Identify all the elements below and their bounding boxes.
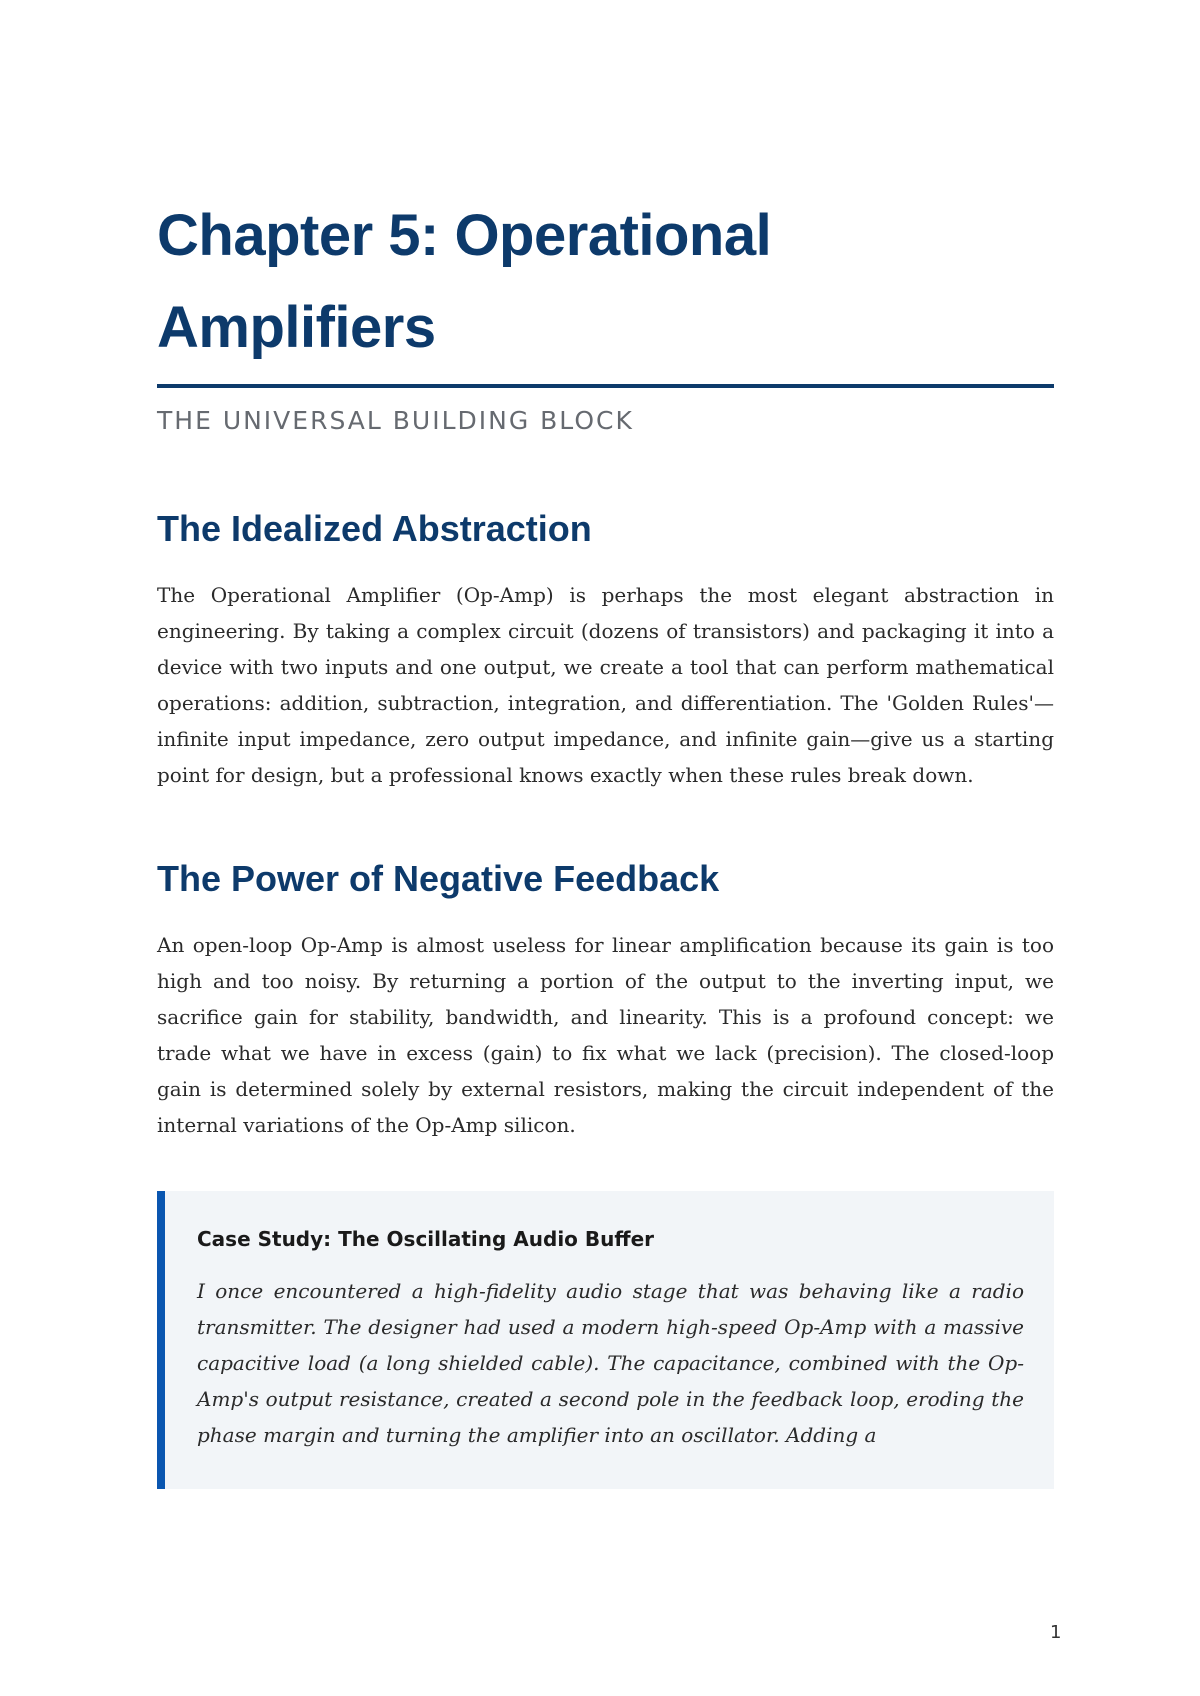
chapter-title: Chapter 5: Operational Amplifiers — [157, 203, 772, 360]
chapter-subtitle: THE UNIVERSAL BUILDING BLOCK — [157, 406, 634, 435]
section-heading-idealized-abstraction: The Idealized Abstraction — [157, 508, 592, 549]
section-heading-negative-feedback: The Power of Negative Feedback — [157, 858, 720, 899]
section-body-idealized-abstraction: The Operational Amplifier (Op-Amp) is perhaps the most elegant abstraction in engineering. By taking a complex circuit (dozens of transistors) and packaging it into a device with two inputs and one output, we create a tool that can perform mathematical operations: addition, subtraction, integration, and differentiation. The 'Golden Rules'—infinite input impedance, zero output impedance, and infinite gain—give us a starting point for design, but a professional knows exactly when these rules break down. — [157, 583, 1054, 787]
case-study-title: Case Study: The Oscillating Audio Buffer — [197, 1227, 654, 1251]
case-study-callout — [157, 1191, 1054, 1489]
section-body-negative-feedback: An open-loop Op-Amp is almost useless for linear amplification because its gain is too high and too noisy. By returning a portion of the output to the inverting input, we sacrifice gain for stability, bandwidth, and linearity. This is a profound concept: we trade what we have in excess (gain) to fix what we lack (precision). The closed-loop gain is determined solely by external resistors, making the circuit independent of the internal variations of the Op-Amp silicon. — [157, 933, 1054, 1137]
document-page — [157, 190, 1054, 1489]
title-divider — [157, 384, 1054, 388]
page-number: 1 — [1050, 1622, 1062, 1643]
case-study-body: I once encountered a high-fidelity audio stage that was behaving like a radio transmitter. The designer had used a modern high-speed Op-Amp with a massive capacitive load (a long shielded cable). The capacitance, combined with the Op-Amp's output resistance, created a second pole in the feedback loop, eroding the phase margin and turning the amplifier into an oscillator. Adding a — [197, 1279, 1024, 1447]
